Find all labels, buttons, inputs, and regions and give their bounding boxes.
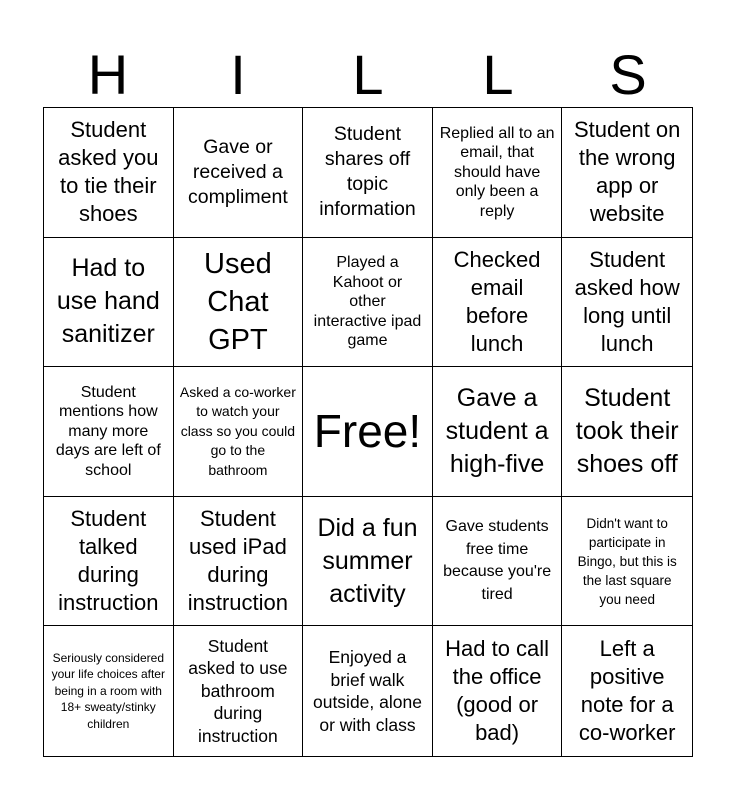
bingo-square[interactable] (562, 626, 692, 756)
square-text: Used Chat GPT (204, 247, 272, 356)
bingo-square[interactable] (303, 626, 433, 756)
square-text: Student talked during instruction (58, 506, 159, 616)
square-text: Checked email before lunch (453, 246, 541, 356)
header-letter-s: S (609, 43, 647, 106)
square-text: Did a fun summer activity (317, 513, 418, 608)
square-text: Seriously considered your life choices after being in a room with 18+ sweaty/stinky children (51, 650, 165, 731)
bingo-grid (43, 107, 693, 757)
square-text: Didn't want to participate in Bingo, but this is the last square you need (577, 515, 677, 607)
square-text: Student asked how long until lunch (574, 246, 680, 356)
square-text: Had to call the office (good or bad) (445, 636, 550, 746)
bingo-square[interactable] (433, 626, 563, 756)
square-text: Replied all to an email, that should have only been a reply (439, 124, 555, 220)
square-text: Student asked to use bathroom during instruction (188, 635, 288, 746)
bingo-square[interactable] (562, 238, 692, 368)
bingo-square[interactable] (174, 497, 304, 627)
square-text: Student mentions how many more days are left of school (55, 383, 161, 479)
free-space-label: Free! (313, 405, 422, 458)
bingo-square[interactable] (562, 497, 692, 627)
bingo-square[interactable] (303, 238, 433, 368)
square-text: Student took their shoes off (575, 383, 679, 478)
header-letter-l2: L (482, 43, 514, 106)
bingo-square[interactable] (303, 108, 433, 238)
square-text: Left a positive note for a co-worker (578, 636, 676, 746)
bingo-square[interactable] (44, 367, 174, 497)
square-text: Played a Kahoot or other interactive ipad game (313, 254, 422, 350)
bingo-square[interactable] (433, 497, 563, 627)
bingo-square[interactable] (174, 238, 304, 368)
header-letter-l1: L (352, 43, 384, 106)
bingo-square[interactable] (562, 108, 692, 238)
bingo-header (43, 44, 693, 106)
bingo-square[interactable] (433, 238, 563, 368)
bingo-square[interactable] (174, 367, 304, 497)
free-square[interactable] (303, 367, 433, 497)
square-text: Enjoyed a brief walk outside, alone or with class (312, 647, 422, 735)
square-text: Student asked you to tie their shoes (58, 117, 159, 227)
square-text: Had to use hand sanitizer (56, 254, 160, 349)
header-letter-i: I (230, 43, 246, 106)
bingo-square[interactable] (174, 108, 304, 238)
bingo-square[interactable] (433, 367, 563, 497)
square-text: Student shares off topic information (319, 123, 416, 221)
square-text: Asked a co-worker to watch your class so you could go to the bathroom (179, 383, 296, 478)
square-text: Gave a student a high-five (445, 383, 549, 478)
bingo-square[interactable] (433, 108, 563, 238)
bingo-square[interactable] (44, 497, 174, 627)
square-text: Gave or received a compliment (188, 135, 288, 208)
header-letter-h: H (87, 43, 129, 106)
square-text: Student used iPad during instruction (187, 506, 289, 616)
square-text: Student on the wrong app or website (573, 117, 681, 227)
bingo-square[interactable] (44, 108, 174, 238)
bingo-square[interactable] (303, 497, 433, 627)
square-text: Gave students free time because you're tired (443, 518, 552, 603)
bingo-square[interactable] (44, 238, 174, 368)
bingo-square[interactable] (174, 626, 304, 756)
bingo-square[interactable] (44, 626, 174, 756)
bingo-square[interactable] (562, 367, 692, 497)
